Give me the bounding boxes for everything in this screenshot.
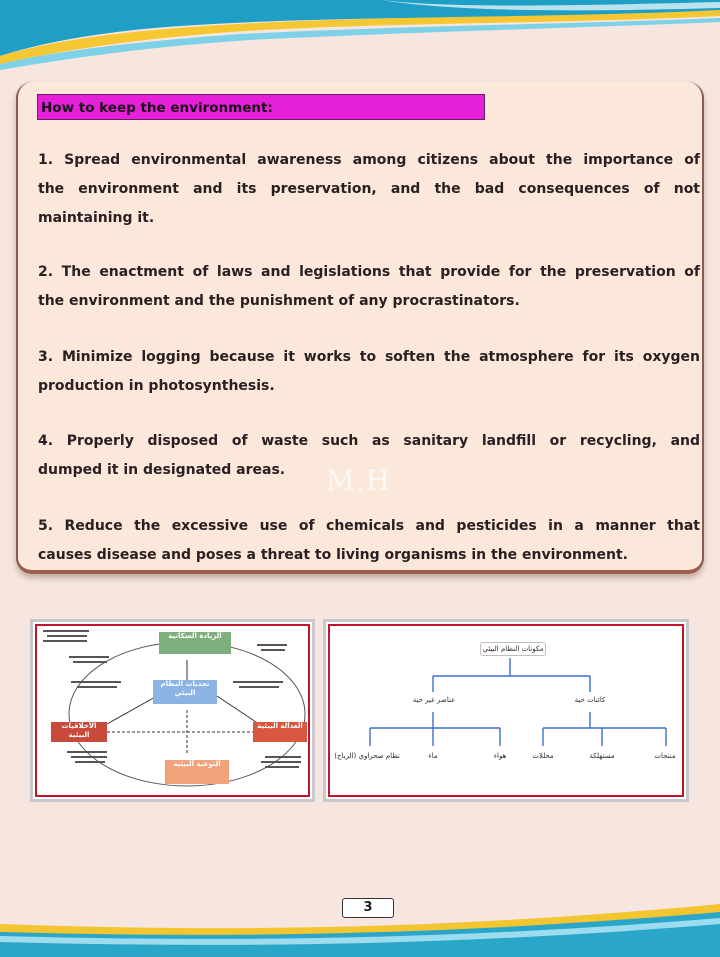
tree-branch-living: كائنات حية <box>574 696 606 704</box>
page-number: 3 <box>342 898 394 918</box>
line: 1. Spread environmental awareness among citizens about the importance of <box>38 152 700 168</box>
diagram-annotation-marks <box>37 626 312 799</box>
figure-frame <box>35 624 310 797</box>
line: 4. Properly disposed of waste such as sanitary landfill or recycling, and <box>38 433 700 449</box>
line: causes disease and poses a threat to living organisms in the environment. <box>38 547 628 563</box>
tree-leaf: ماء <box>428 752 438 760</box>
diagram-box-top: الزيادة السكانية <box>159 632 231 654</box>
list-item-1 <box>38 146 700 233</box>
figure-frame <box>328 624 684 797</box>
line: dumped it in designated areas. <box>38 462 286 478</box>
section-heading: How to keep the environment: <box>37 94 485 120</box>
tree-leaf: محللات <box>532 752 554 760</box>
line: the environment and the punishment of any procrastinators. <box>38 293 520 309</box>
line: production in photosynthesis. <box>38 378 275 394</box>
tree-branch-nonliving: عناصر غير حية <box>412 696 456 704</box>
tree-root: مكونات النظام البيئي <box>480 642 546 656</box>
diagram-box-bottom: التوعية البيئية <box>165 760 229 784</box>
diagram-box-left: الأخلاقيات البيئية <box>51 722 107 742</box>
bottom-wave-decoration <box>0 890 720 957</box>
diagram-box-center: تحديات النظام البيئي <box>153 680 217 704</box>
line: 5. Reduce the excessive use of chemicals and pesticides in a manner that <box>38 518 700 534</box>
tree-leaf: هواء <box>493 752 507 760</box>
list-item-5 <box>38 512 700 570</box>
top-wave-decoration <box>0 0 720 80</box>
list-item-2 <box>38 258 700 316</box>
line: 3. Minimize logging because it works to soften the atmosphere for its oxygen <box>38 349 700 365</box>
tree-leaf: مستهلكة <box>589 752 615 760</box>
content-box <box>16 82 704 574</box>
watermark: M.H <box>326 464 391 497</box>
line: 2. The enactment of laws and legislations that provide for the preservation of <box>38 264 700 280</box>
diagram-box-right: العدالة البيئية <box>253 722 307 742</box>
figure-ecosystem-challenges <box>30 619 315 802</box>
line: the environment and its preservation, and the bad consequences of not <box>38 181 700 197</box>
line: maintaining it. <box>38 210 155 226</box>
list-item-3 <box>38 343 700 401</box>
tree-leaf: نظام صحراوي (الرياح) <box>334 752 400 760</box>
tree-leaf: منتجات <box>654 752 676 760</box>
figure-ecosystem-components <box>323 619 689 802</box>
